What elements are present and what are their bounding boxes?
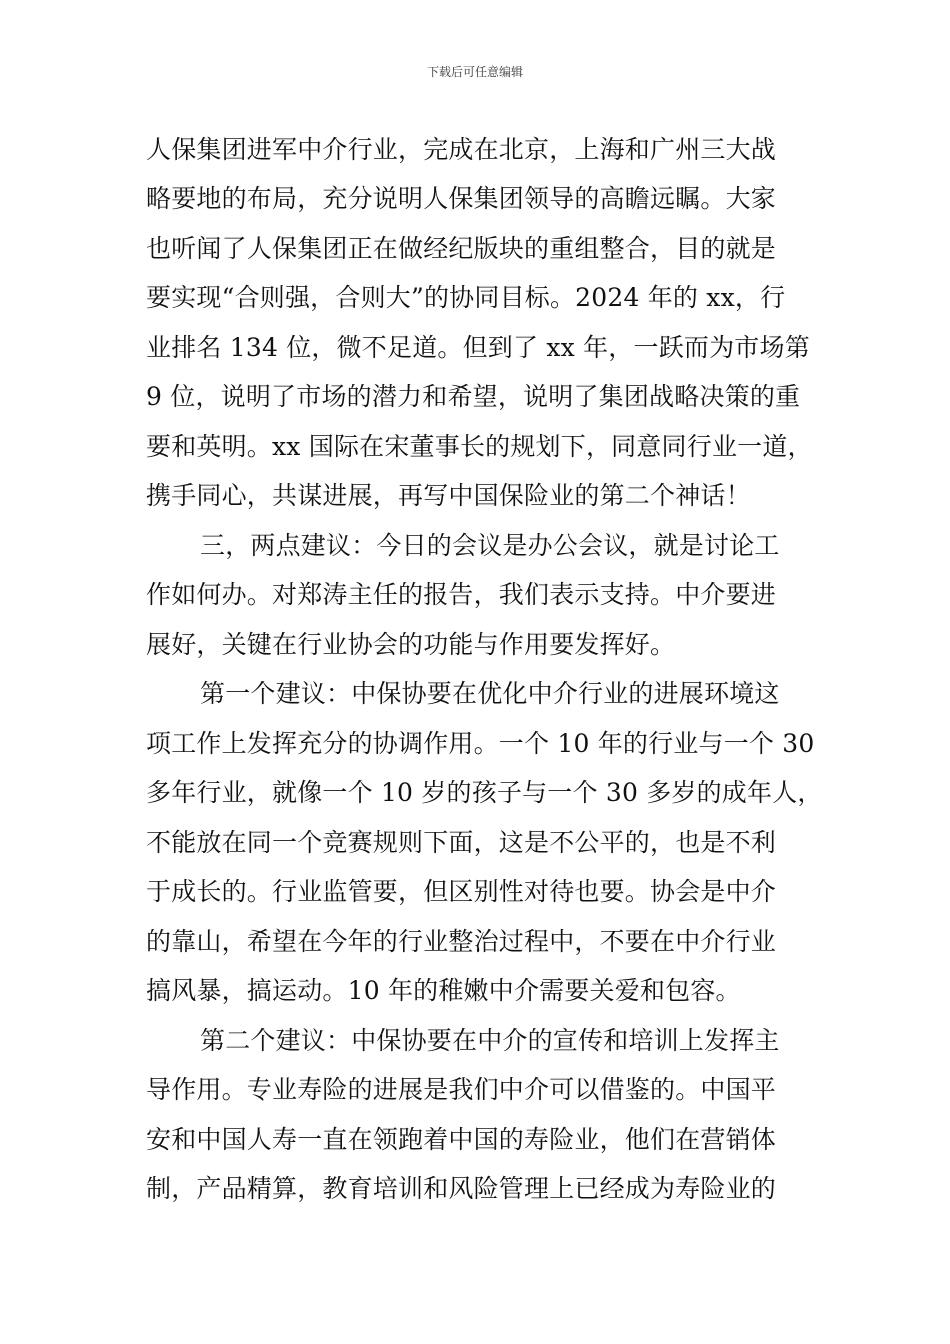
text-line: 的靠山，希望在今年的行业整治过程中，不要在中介行业 bbox=[146, 927, 777, 956]
text-line: 也听闻了人保集团正在做经纪版块的重组整合，目的就是 bbox=[146, 234, 777, 263]
text-line: 业排名 134 位，微不足道。但到了 xx 年，一跃而为市场第 bbox=[146, 333, 810, 362]
paragraph-first-line: 第二个建议：中保协要在中介的宣传和培训上发挥主 bbox=[200, 1026, 780, 1055]
text-line: 于成长的。行业监管要，但区别性对待也要。协会是中介 bbox=[146, 877, 777, 906]
text-line: 展好，关键在行业协会的功能与作用要发挥好。 bbox=[146, 630, 676, 659]
text-line: 略要地的布局，充分说明人保集团领导的高瞻远瞩。大家 bbox=[146, 184, 777, 213]
paragraph-first-line: 第一个建议：中保协要在优化中介行业的进展环境这 bbox=[200, 679, 780, 708]
text-line: 导作用。专业寿险的进展是我们中介可以借鉴的。中国平 bbox=[146, 1075, 777, 1104]
text-line: 不能放在同一个竞赛规则下面，这是不公平的，也是不利 bbox=[146, 828, 777, 857]
page-header: 下载后可任意编辑 bbox=[426, 65, 523, 79]
text-line: 安和中国人寿一直在领跑着中国的寿险业，他们在营销体 bbox=[146, 1125, 777, 1154]
text-line: 要和英明。xx 国际在宋董事长的规划下，同意同行业一道， bbox=[146, 432, 813, 461]
paragraph-first-line: 三，两点建议：今日的会议是办公会议，就是讨论工 bbox=[200, 531, 780, 560]
text-line: 携手同心，共谋进展，再写中国保险业的第二个神话！ bbox=[146, 481, 751, 510]
text-line: 多年行业，就像一个 10 岁的孩子与一个 30 多岁的成年人， bbox=[146, 778, 823, 807]
text-line: 制，产品精算，教育培训和风险管理上已经成为寿险业的 bbox=[146, 1174, 777, 1203]
text-line: 要实现“合则强，合则大”的协同目标。2024 年的 xx，行 bbox=[146, 283, 786, 312]
text-line: 人保集团进军中介行业，完成在北京，上海和广州三大战 bbox=[146, 135, 777, 164]
text-line: 搞风暴，搞运动。10 年的稚嫩中介需要关爱和包容。 bbox=[146, 976, 741, 1005]
text-line: 9 位，说明了市场的潜力和希望，说明了集团战略决策的重 bbox=[146, 382, 801, 411]
text-line: 作如何办。对郑涛主任的报告，我们表示支持。中介要进 bbox=[146, 580, 777, 609]
text-line: 项工作上发挥充分的协调作用。一个 10 年的行业与一个 30 bbox=[146, 729, 815, 758]
